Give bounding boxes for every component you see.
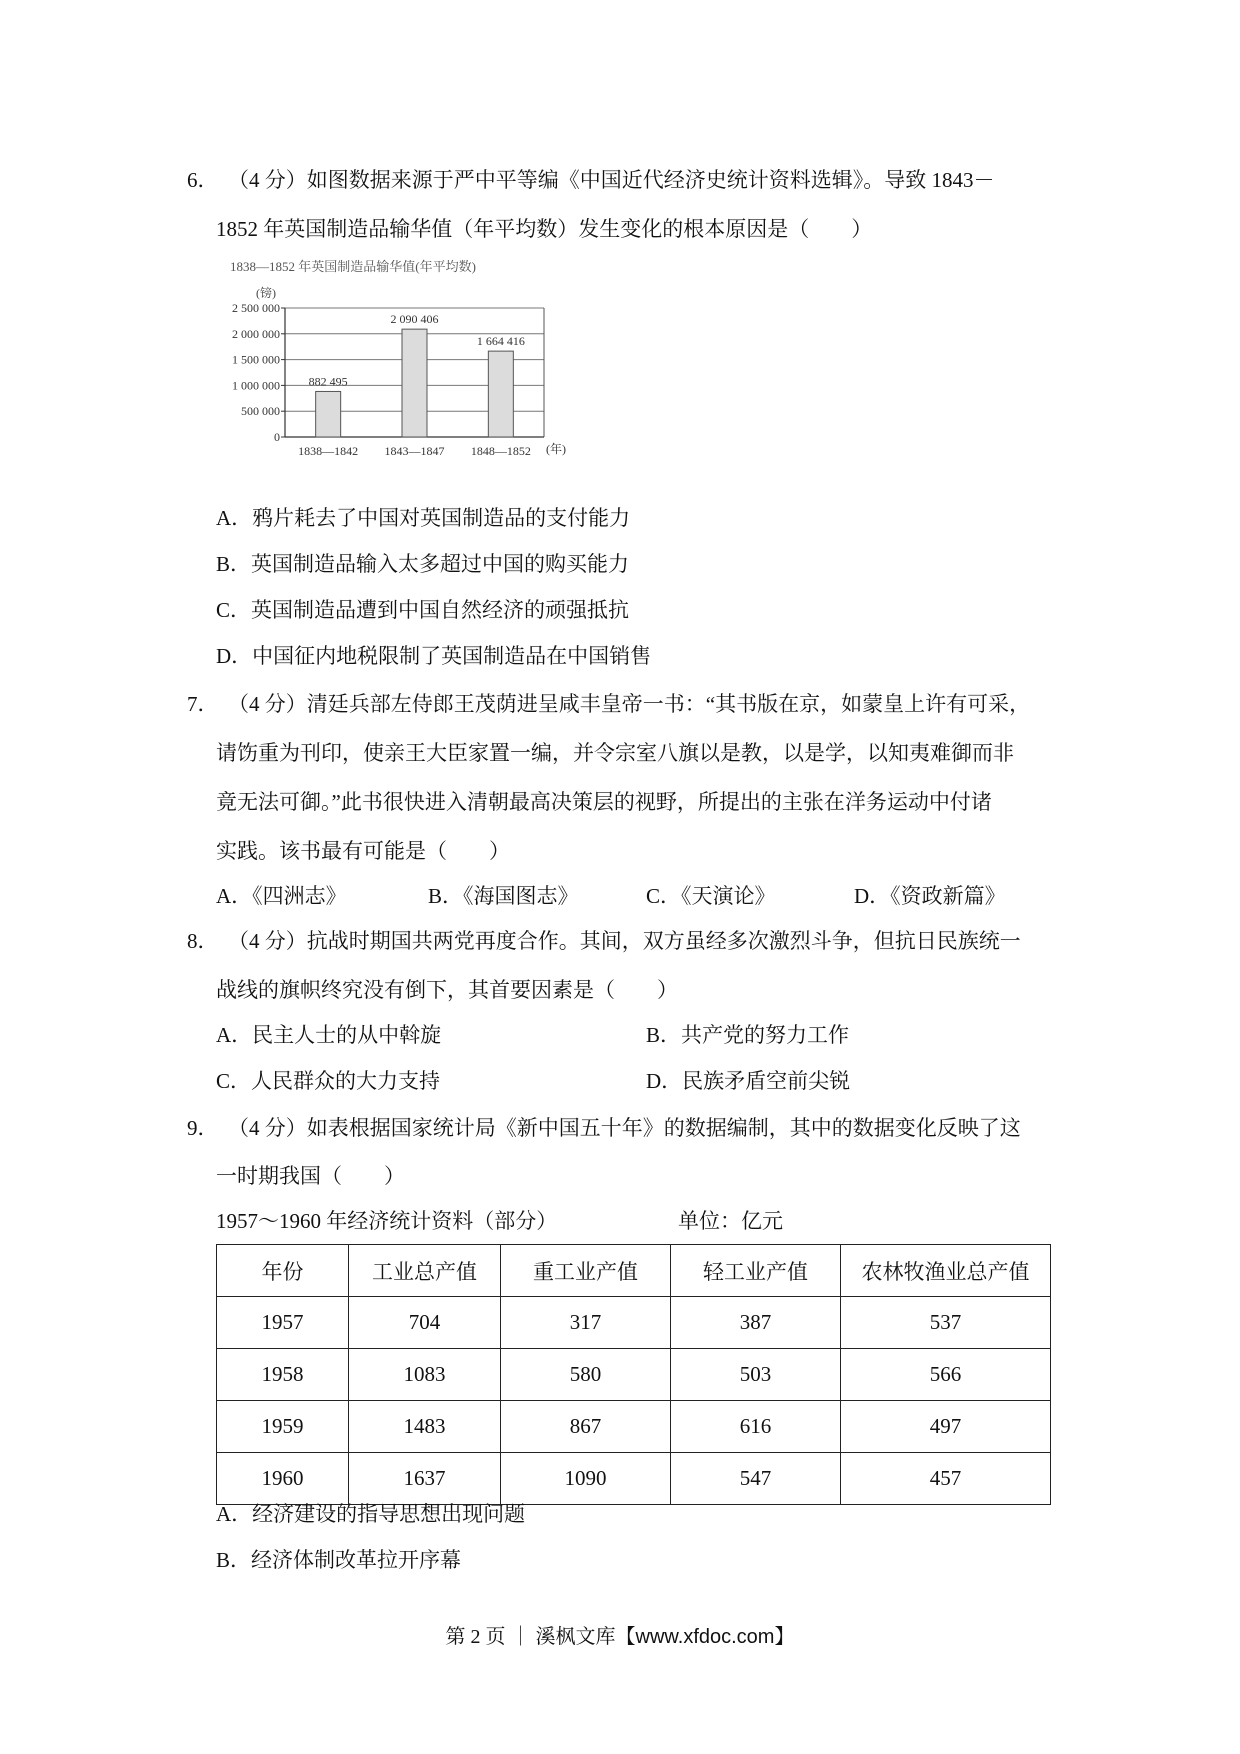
question-8-option-d: D．民族矛盾空前尖锐	[646, 1069, 851, 1093]
question-7-stem-line-4: 实践。该书最有可能是（ ）	[216, 839, 510, 863]
table-row	[217, 1349, 1051, 1401]
table-cell: 616	[671, 1401, 841, 1453]
x-tick-label: 1848—1852	[470, 444, 531, 458]
question-8-stem-line-1: （4 分）抗战时期国共两党再度合作。其间，双方虽经多次激烈斗争，但抗日民族统一	[228, 929, 1021, 953]
table-header-cell: 轻工业产值	[671, 1245, 841, 1297]
table-cell: 457	[841, 1453, 1051, 1505]
table-cell: 1957	[217, 1297, 349, 1349]
question-8-stem-line-2: 战线的旗帜终究没有倒下，其首要因素是（ ）	[216, 978, 678, 1002]
table-header-cell: 农林牧渔业总产值	[841, 1245, 1051, 1297]
table-header-cell: 重工业产值	[501, 1245, 671, 1297]
y-tick-label: 1 000 000	[232, 378, 280, 393]
question-6-number: 6．	[187, 168, 219, 192]
table-cell: 547	[671, 1453, 841, 1505]
table-cell: 1959	[217, 1401, 349, 1453]
question-9-number: 9．	[187, 1116, 219, 1140]
question-7-stem-line-1: （4 分）清廷兵部左侍郎王茂荫进呈咸丰皇帝一书：“其书版在京，如蒙皇上许有可采，	[228, 692, 1031, 716]
bar-chart	[226, 256, 566, 460]
question-6-stem-line-1: （4 分）如图数据来源于严中平等编《中国近代经济史统计资料选辑》。导致 1843－	[228, 168, 995, 192]
bar	[316, 391, 341, 437]
table-header-row	[217, 1245, 1051, 1297]
table-cell: 537	[841, 1297, 1051, 1349]
bar-value-label: 882 495	[308, 374, 348, 389]
y-tick-label: 2 000 000	[232, 326, 280, 341]
table-cell: 497	[841, 1401, 1051, 1453]
chart-title: 1838—1852 年英国制造品输华值(年平均数)	[230, 259, 476, 274]
question-6-stem-line-2: 1852 年英国制造品输华值（年平均数）发生变化的根本原因是（ ）	[216, 217, 873, 241]
bar	[402, 329, 427, 437]
question-8-number: 8．	[187, 929, 219, 953]
table-cell: 317	[501, 1297, 671, 1349]
table-row	[217, 1453, 1051, 1505]
table-unit: 单位：亿元	[678, 1209, 783, 1233]
question-7-option-d: D．《资政新篇》	[854, 884, 1006, 908]
table-cell: 503	[671, 1349, 841, 1401]
table-cell: 387	[671, 1297, 841, 1349]
question-9-stem-line-2: 一时期我国（ ）	[216, 1164, 405, 1188]
table-cell: 867	[501, 1401, 671, 1453]
question-6-option-c: C．英国制造品遭到中国自然经济的顽强抵抗	[216, 598, 630, 622]
table-cell: 1083	[349, 1349, 501, 1401]
question-6-option-a: A．鸦片耗去了中国对英国制造品的支付能力	[216, 506, 631, 530]
bar-value-label: 2 090 406	[390, 312, 439, 327]
question-7-option-b: B．《海国图志》	[428, 884, 579, 908]
table-cell: 1637	[349, 1453, 501, 1505]
table-cell: 566	[841, 1349, 1051, 1401]
question-7-stem-line-3: 竟无法可御。”此书很快进入清朝最高决策层的视野，所提出的主张在洋务运动中付诸	[216, 790, 992, 814]
question-6-option-d: D．中国征内地税限制了英国制造品在中国销售	[216, 644, 652, 668]
table-row	[217, 1297, 1051, 1349]
question-9-option-b: B．经济体制改革拉开序幕	[216, 1548, 462, 1572]
question-6-option-b: B．英国制造品输入太多超过中国的购买能力	[216, 552, 630, 576]
question-8-option-c: C．人民群众的大力支持	[216, 1069, 441, 1093]
bar-value-label: 1 664 416	[476, 334, 525, 349]
y-tick-label: 1 500 000	[232, 352, 280, 367]
table-row	[217, 1401, 1051, 1453]
bar	[488, 351, 513, 437]
economic-statistics-table	[216, 1244, 1051, 1505]
table-cell: 580	[501, 1349, 671, 1401]
question-7-option-c: C．《天演论》	[646, 884, 776, 908]
table-cell: 704	[349, 1297, 501, 1349]
question-7-number: 7．	[187, 692, 219, 716]
site-watermark: 溪枫文库【www.xfdoc.com】	[535, 1626, 795, 1648]
x-tick-label: 1843—1847	[384, 444, 445, 458]
question-7-option-a: A．《四洲志》	[216, 884, 347, 908]
x-tick-label: 1838—1842	[298, 444, 359, 458]
question-9-stem-line-1: （4 分）如表根据国家统计局《新中国五十年》的数据编制，其中的数据变化反映了这	[228, 1116, 1021, 1140]
x-axis-label: (年)	[546, 442, 566, 456]
y-tick-label: 0	[274, 430, 280, 444]
bar-chart-svg	[226, 256, 566, 460]
y-tick-label: 500 000	[241, 404, 280, 419]
table-cell: 1960	[217, 1453, 349, 1505]
table-cell: 1483	[349, 1401, 501, 1453]
question-8-option-a: A．民主人士的从中斡旋	[216, 1023, 442, 1047]
page-number: 第 2 页 ｜	[445, 1626, 531, 1648]
table-cell: 1958	[217, 1349, 349, 1401]
table-cell: 1090	[501, 1453, 671, 1505]
question-8-option-b: B．共产党的努力工作	[646, 1023, 850, 1047]
page-footer	[0, 1620, 1240, 1649]
question-7-stem-line-2: 请饬重为刊印，使亲王大臣家置一编，并令宗室八旗以是教，以是学，以知夷难御而非	[216, 741, 1014, 765]
table-caption: 1957～1960 年经济统计资料（部分）	[216, 1209, 558, 1233]
table-header-cell: 工业总产值	[349, 1245, 501, 1297]
y-tick-label: 2 500 000	[232, 301, 280, 315]
question-9-option-a: A．经济建设的指导思想出现问题	[216, 1502, 526, 1526]
y-axis-label: (镑)	[256, 286, 276, 300]
table-header-cell: 年份	[217, 1245, 349, 1297]
